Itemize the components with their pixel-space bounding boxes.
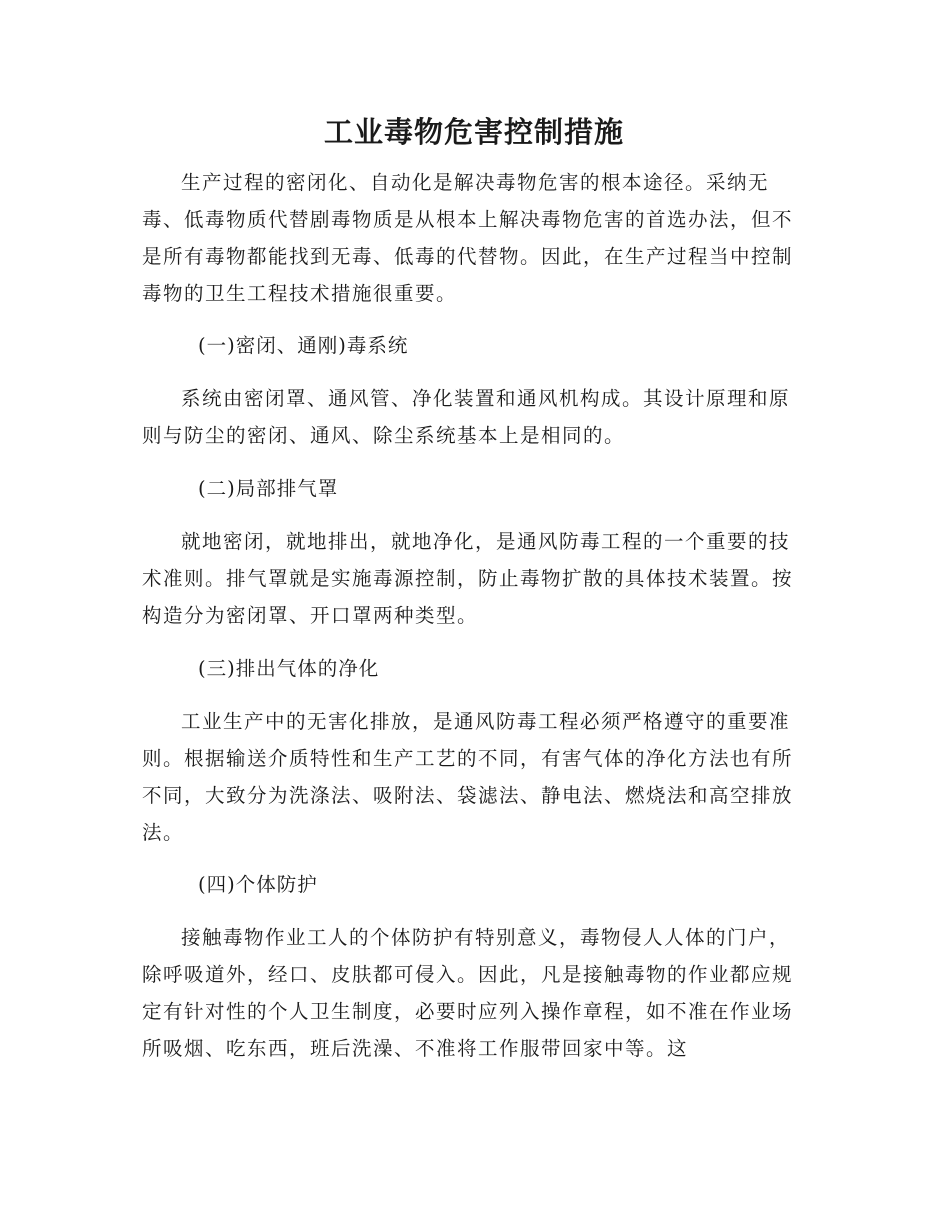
section-heading-1: (一)密闭、通刚)毒系统 bbox=[198, 334, 409, 357]
section-body-3: 工业生产中的无害化排放，是通风防毒工程必须严格遵守的重要准则。根据输送介质特性和生产工艺的不同，有害气体的净化方法也有所不同，大致分为洗涤法、吸附法、袋滤法、静电法、燃烧法和高空排放法。 bbox=[142, 710, 794, 844]
section-body-1: 系统由密闭罩、通风管、净化装置和通风机构成。其设计原理和原则与防尘的密闭、通风、除尘系统基本上是相同的。 bbox=[142, 387, 791, 447]
document-title: 工业毒物危害控制措施 bbox=[323, 115, 624, 149]
section-heading-4: (四)个体防护 bbox=[198, 873, 318, 896]
section-body-4: 接触毒物作业工人的个体防护有特别意义，毒物侵人人体的门户，除呼吸道外，经口、皮肤都可侵入。因此，凡是接触毒物的作业都应规定有针对性的个人卫生制度，必要时应列入操作章程，如不准在作业场所吸烟、吃东西，班后洗澡、不准将工作服带回家中等。这 bbox=[142, 926, 794, 1060]
section-heading-2: (二)局部排气罩 bbox=[198, 477, 339, 500]
section-body-2: 就地密闭，就地排出，就地净化，是通风防毒工程的一个重要的技术准则。排气罩就是实施毒源控制，防止毒物扩散的具体技术装置。按构造分为密闭罩、开口罩两种类型。 bbox=[142, 530, 794, 627]
section-heading-3: (三)排出气体的净化 bbox=[198, 657, 380, 680]
intro-paragraph: 生产过程的密闭化、自动化是解决毒物危害的根本途径。采纳无毒、低毒物质代替剧毒物质是从根本上解决毒物危害的首选办法，但不是所有毒物都能找到无毒、低毒的代替物。因此，在生产过程当中控制毒物的卫生工程技术措施很重要。 bbox=[142, 171, 794, 305]
